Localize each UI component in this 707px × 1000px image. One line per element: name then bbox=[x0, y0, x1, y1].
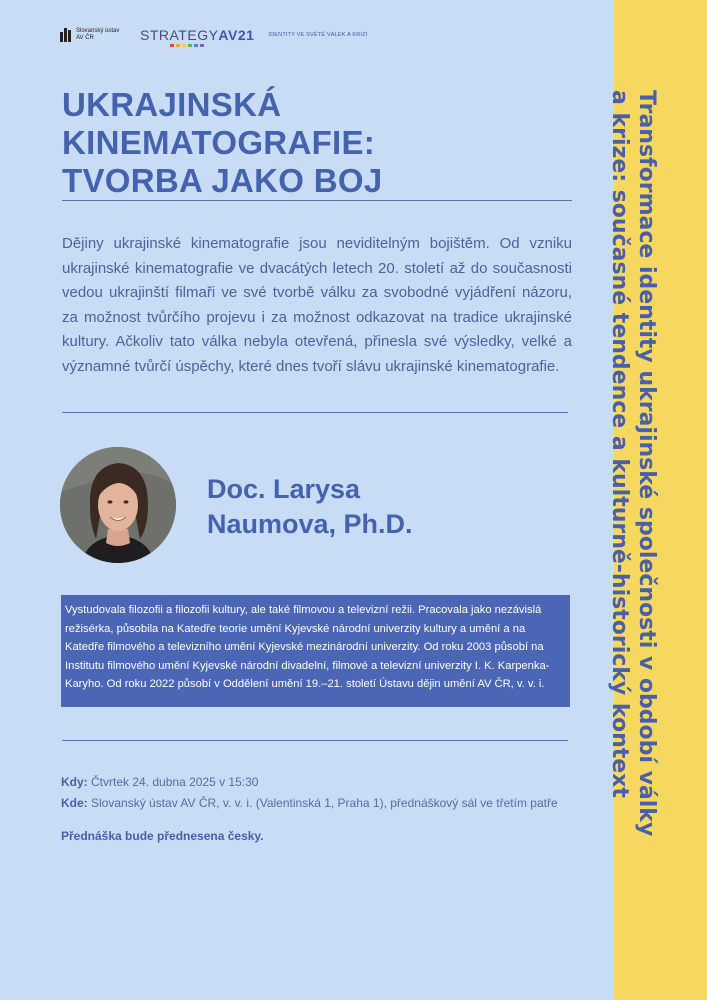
when-label: Kdy: bbox=[61, 775, 88, 789]
divider-top bbox=[62, 200, 572, 201]
series-title-line-1: Transformace identity ukrajinské společnosti v období války bbox=[634, 90, 659, 837]
event-when bbox=[61, 772, 581, 793]
series-title-line-2: a krize: současné tendence a kulturně-historický kontext bbox=[607, 90, 632, 798]
header-logos bbox=[60, 26, 367, 44]
lecture-title bbox=[62, 86, 602, 200]
language-note: Přednáška bude přednesena česky. bbox=[61, 829, 264, 843]
title-line-1: UKRAJINSKÁ KINEMATOGRAFIE: bbox=[62, 86, 376, 161]
lecture-abstract: Dějiny ukrajinské kinematografie jsou neviditelným bojištěm. Od vzniku ukrajinské kinematografie ve dvacátých letech 20. století až do současnosti vedou ukrajinští filmaři ve své tvorbě válku za svobodné vyjádření názoru, za možnost tvůrčího projevu i za možnost odkazovat na tradice ukrajinské kultury. Ačkoliv tato válka nebyla otevřená, přinesla své výsledky, velké a významné tvůrčí úspěchy, které dnes tvoří slávu ukrajinské kinematografie. bbox=[62, 235, 572, 375]
speaker-name-line-1: Doc. Larysa bbox=[207, 474, 361, 504]
speaker-name-line-2: Naumova, Ph.D. bbox=[207, 509, 413, 539]
event-where bbox=[61, 793, 581, 814]
strategy-dot bbox=[176, 44, 180, 47]
strategy-dot bbox=[182, 44, 186, 47]
when-value: Čtvrtek 24. dubna 2025 v 15:30 bbox=[91, 775, 259, 789]
program-tagline: IDENTITY VE SVĚTĚ VÁLEK A KRIZÍ bbox=[268, 32, 368, 38]
series-title bbox=[606, 90, 660, 940]
divider-middle bbox=[62, 412, 568, 413]
speaker-bio: Vystudovala filozofii a filozofii kultury, ale také filmovou a televizní režii. Pracovala jako nezávislá režisérka, působila na Katedře teorie umění Kyjevské národní univerzity kultury a umění a na Katedře filmového a televizního umění Kyjevské mezinárodní univerzity. Od roku 2003 působí na Institutu filmového umění Kyjevské národní divadelní, filmové a televizní univerzity I. K. Karpenka-Karyho. Od roku 2022 působí v Oddělení umění 19.–21. století Ústavu dějin umění AV ČR, v. v. i. bbox=[61, 595, 570, 707]
strategy-dots bbox=[170, 44, 204, 47]
institute-logo-icon bbox=[60, 28, 72, 42]
series-sidebar bbox=[607, 0, 707, 1000]
strategy-dot bbox=[194, 44, 198, 47]
strategy-dot bbox=[188, 44, 192, 47]
strategy-av21-logo bbox=[140, 27, 254, 43]
slovansky-ustav-logo bbox=[60, 28, 126, 42]
strategy-prefix: STRATEGY bbox=[140, 27, 219, 43]
strategy-suffix: AV21 bbox=[218, 27, 255, 43]
divider-bottom bbox=[62, 740, 568, 741]
event-details bbox=[61, 772, 581, 814]
speaker-name bbox=[207, 472, 413, 542]
strategy-dot bbox=[200, 44, 204, 47]
institute-name: Slovanský ústav AV ČR bbox=[76, 28, 120, 41]
title-line-2: TVORBA JAKO BOJ bbox=[62, 162, 383, 199]
strategy-dot bbox=[170, 44, 174, 47]
where-label: Kde: bbox=[61, 796, 88, 810]
where-value: Slovanský ústav AV ČR, v. v. i. (Valentinská 1, Praha 1), přednáškový sál ve třetím patře bbox=[91, 796, 558, 810]
speaker-photo bbox=[60, 447, 176, 563]
